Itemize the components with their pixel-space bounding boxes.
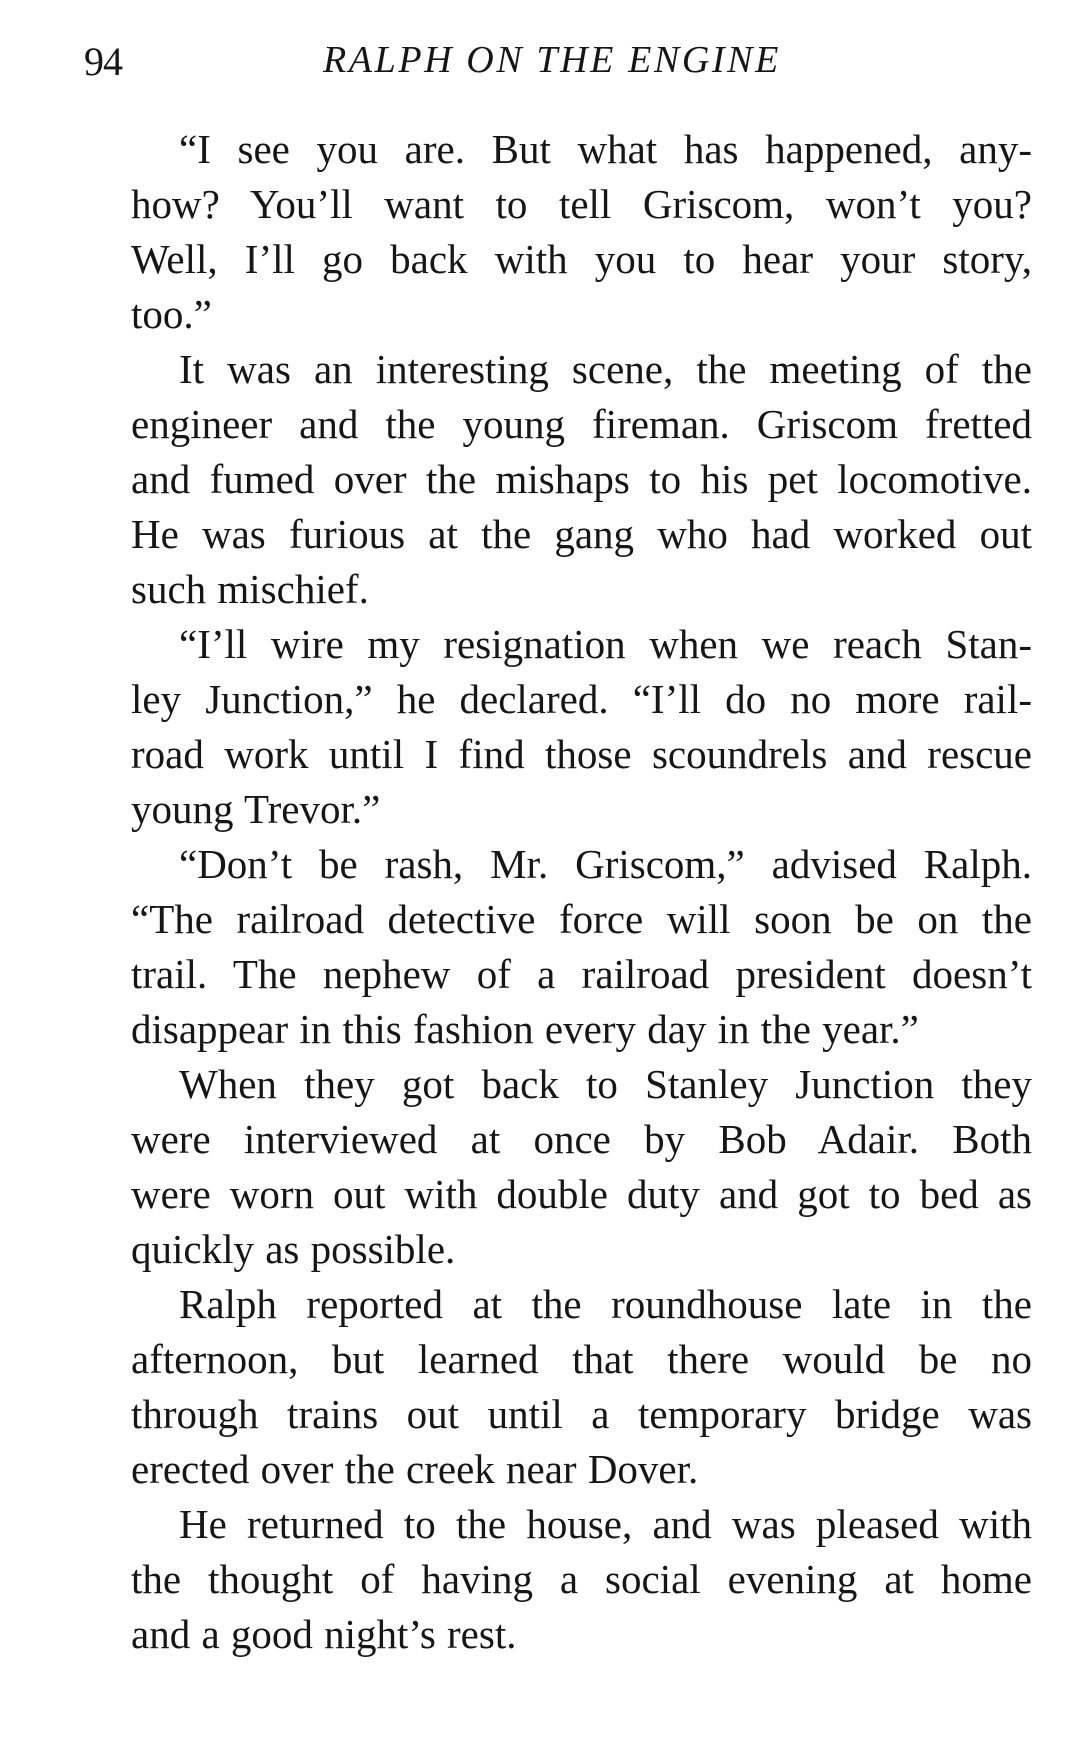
running-head [0,30,1084,90]
text-line: road work until I find those scoundrels and rescue [131,731,1032,777]
paragraph-3 [84,617,1032,837]
text-line: the thought of having a social evening at home [131,1556,1032,1602]
text-line: too.” [131,291,212,337]
text-line: He was furious at the gang who had worked out [131,511,1032,557]
text-line: Ralph reported at the roundhouse late in the [179,1281,1032,1327]
text-line: were interviewed at once by Bob Adair. Both [131,1116,1032,1162]
text-line: ley Junction,” he declared. “I’ll do no more rail- [131,676,1032,722]
text-line: “Don’t be rash, Mr. Griscom,” advised Ralph. [179,841,1032,887]
text-line: When they got back to Stanley Junction they [179,1061,1032,1107]
page-number: 94 [84,39,122,84]
text-line: “I see you are. But what has happened, any- [179,126,1032,172]
paragraph-7 [84,1497,1032,1662]
paragraph-6 [84,1277,1032,1497]
text-line: “The railroad detective force will soon be on the [131,896,1032,942]
running-title: RALPH ON THE ENGINE [323,39,781,81]
text-line: “I’ll wire my resignation when we reach Stan- [179,621,1032,667]
text-line: and fumed over the mishaps to his pet locomotive. [131,456,1032,502]
text-line: erected over the creek near Dover. [131,1446,699,1492]
text-line: It was an interesting scene, the meeting of the [179,346,1032,392]
text-line: were worn out with double duty and got to bed as [131,1171,1032,1217]
paragraph-2 [84,342,1032,617]
text-line: quickly as possible. [131,1226,456,1272]
text-line: and a good night’s rest. [131,1611,517,1657]
paragraph-4 [84,837,1032,1057]
text-line: trail. The nephew of a railroad president doesn’t [131,951,1032,997]
text-line: young Trevor.” [131,786,381,832]
paragraph-5 [84,1057,1032,1277]
text-line: disappear in this fashion every day in the year.” [131,1006,919,1052]
text-line: Well, I’ll go back with you to hear your story, [131,236,1032,282]
body-text [84,122,1032,1662]
text-line: He returned to the house, and was pleased with [179,1501,1032,1547]
text-line: engineer and the young fireman. Griscom fretted [131,401,1032,447]
text-line: such mischief. [131,566,369,612]
text-line: afternoon, but learned that there would be no [131,1336,1032,1382]
text-line: how? You’ll want to tell Griscom, won’t you? [131,181,1032,227]
text-line: through trains out until a temporary bridge was [131,1391,1032,1437]
paragraph-1 [84,122,1032,342]
